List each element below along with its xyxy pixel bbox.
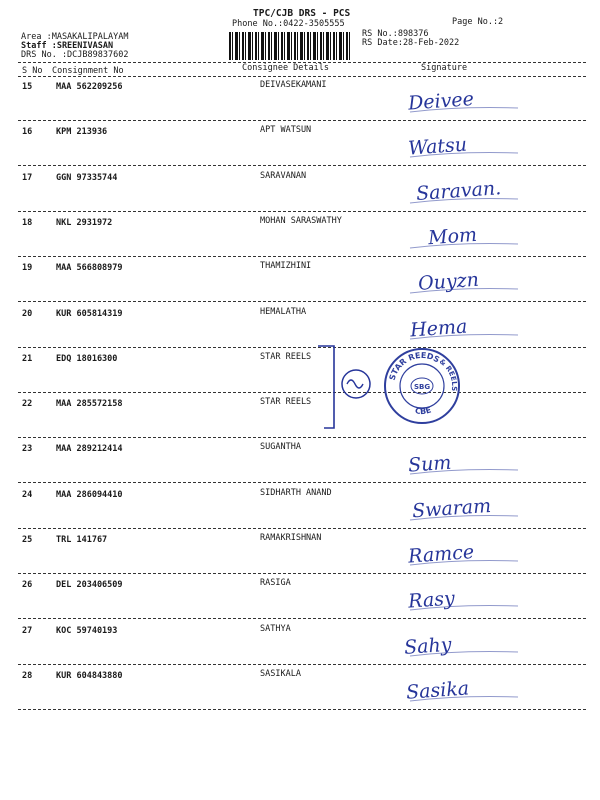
svg-text:Watsu: Watsu — [407, 133, 468, 160]
row-consignment-number: DEL 203406509 — [56, 580, 123, 590]
svg-text:Sum: Sum — [407, 451, 453, 477]
svg-text:Ouyzn: Ouyzn — [417, 268, 480, 295]
row-divider — [18, 482, 586, 483]
row-divider — [18, 256, 586, 257]
row-consignment-number: MAA 289212414 — [56, 444, 123, 454]
table-row — [0, 259, 600, 304]
row-divider — [18, 618, 586, 619]
svg-text:SBG: SBG — [413, 383, 431, 391]
column-sno: S No — [22, 66, 43, 76]
table-row — [0, 622, 600, 667]
signature-image — [400, 78, 530, 120]
table-row — [0, 214, 600, 259]
row-consignment-number: MAA 566808979 — [56, 263, 123, 273]
column-signature: Signature — [421, 63, 468, 73]
row-divider — [18, 120, 586, 121]
rs-date: RS Date:28-Feb-2022 — [362, 38, 460, 48]
row-consignee-name: RAMAKRISHNAN — [260, 533, 322, 543]
svg-text:& REELS: & REELS — [437, 357, 459, 392]
row-consignment-number: MAA 562209256 — [56, 82, 123, 92]
row-consignee-name: SATHYA — [260, 624, 291, 634]
row-consignment-number: MAA 285572158 — [56, 399, 123, 409]
svg-text:Sahy: Sahy — [403, 633, 453, 659]
svg-text:Deivee: Deivee — [407, 88, 475, 115]
row-consignee-name: RASIGA — [260, 578, 291, 588]
row-consignment-number: KUR 605814319 — [56, 309, 123, 319]
svg-text:STAR REEDS: STAR REEDS — [387, 350, 442, 382]
row-consignment-number: EDQ 18016300 — [56, 354, 118, 364]
svg-text:Hema: Hema — [409, 315, 468, 342]
signature-image — [400, 486, 530, 528]
table-row — [0, 123, 600, 168]
row-divider — [18, 165, 586, 166]
row-serial-number: 28 — [22, 671, 33, 681]
row-serial-number: 24 — [22, 490, 33, 500]
page-number: Page No.:2 — [452, 17, 504, 27]
row-consignee-name: SARAVANAN — [260, 171, 307, 181]
row-serial-number: 21 — [22, 354, 33, 364]
document-title: TPC/CJB DRS - PCS — [253, 8, 351, 19]
svg-text:Rasy: Rasy — [407, 587, 456, 613]
row-consignee-name: THAMIZHINI — [260, 261, 312, 271]
row-divider — [18, 664, 586, 665]
svg-text:Sasika: Sasika — [405, 677, 470, 704]
svg-text:Mom: Mom — [427, 223, 478, 250]
row-divider — [18, 437, 586, 438]
company-stamp — [382, 346, 462, 426]
area-label: Area :MASAKALIPALAYAM — [21, 32, 129, 42]
row-divider — [18, 709, 586, 710]
svg-text:Ramce: Ramce — [407, 541, 475, 568]
row-consignee-name: HEMALATHA — [260, 307, 307, 317]
row-consignee-name: MOHAN SARASWATHY — [260, 216, 342, 226]
svg-text:CBE: CBE — [414, 405, 433, 417]
signature-image — [400, 667, 530, 709]
signature-image — [400, 576, 530, 618]
signature-image — [400, 123, 530, 165]
row-serial-number: 16 — [22, 127, 33, 137]
row-consignee-name: SASIKALA — [260, 669, 301, 679]
table-row — [0, 576, 600, 621]
signature-image — [400, 305, 530, 347]
column-consignee: Consignee Details — [242, 63, 329, 73]
row-serial-number: 17 — [22, 173, 33, 183]
row-serial-number: 18 — [22, 218, 33, 228]
row-serial-number: 27 — [22, 626, 33, 636]
row-consignee-name: APT WATSUN — [260, 125, 312, 135]
bracket-mark — [300, 340, 380, 435]
row-consignment-number: GGN 97335744 — [56, 173, 118, 183]
row-serial-number: 22 — [22, 399, 33, 409]
row-consignee-name: SUGANTHA — [260, 442, 301, 452]
staff-label: Staff :SREENIVASAN — [21, 41, 114, 51]
row-consignment-number: KOC 59740193 — [56, 626, 118, 636]
row-consignee-name: DEIVASEKAMANI — [260, 80, 327, 90]
row-serial-number: 25 — [22, 535, 33, 545]
signature-image — [400, 214, 530, 256]
row-consignee-name: STAR REELS — [260, 352, 312, 362]
row-consignee-name: STAR REELS — [260, 397, 312, 407]
phone-number: Phone No.:0422-3505555 — [232, 19, 345, 29]
row-consignment-number: MAA 286094410 — [56, 490, 123, 500]
row-consignment-number: TRL 141767 — [56, 535, 108, 545]
row-serial-number: 26 — [22, 580, 33, 590]
signature-image — [400, 259, 530, 301]
svg-text:Swaram: Swaram — [411, 494, 492, 523]
table-row — [0, 440, 600, 485]
svg-text:Saravan.: Saravan. — [415, 177, 502, 206]
table-row — [0, 78, 600, 123]
column-consignment: Consignment No — [52, 66, 124, 76]
table-row — [0, 169, 600, 214]
signature-image — [400, 440, 530, 482]
rs-number: RS No.:898376 — [362, 29, 429, 39]
signature-image — [400, 531, 530, 573]
row-divider — [18, 528, 586, 529]
row-serial-number: 23 — [22, 444, 33, 454]
table-row — [0, 486, 600, 531]
table-row — [0, 667, 600, 712]
column-divider — [18, 76, 586, 77]
row-divider — [18, 211, 586, 212]
row-divider — [18, 573, 586, 574]
row-consignee-name: SIDHARTH ANAND — [260, 488, 332, 498]
row-serial-number: 15 — [22, 82, 33, 92]
signature-image — [400, 169, 530, 211]
row-divider — [18, 301, 586, 302]
stamp-seal-icon — [382, 346, 462, 426]
row-serial-number: 20 — [22, 309, 33, 319]
row-serial-number: 19 — [22, 263, 33, 273]
signature-image — [400, 622, 530, 664]
barcode — [229, 32, 352, 60]
drs-number: DRS No. :DCJB89837602 — [21, 50, 129, 60]
table-row — [0, 531, 600, 576]
row-consignment-number: KPM 213936 — [56, 127, 108, 137]
row-consignment-number: KUR 604843880 — [56, 671, 123, 681]
row-consignment-number: NKL 2931972 — [56, 218, 113, 228]
